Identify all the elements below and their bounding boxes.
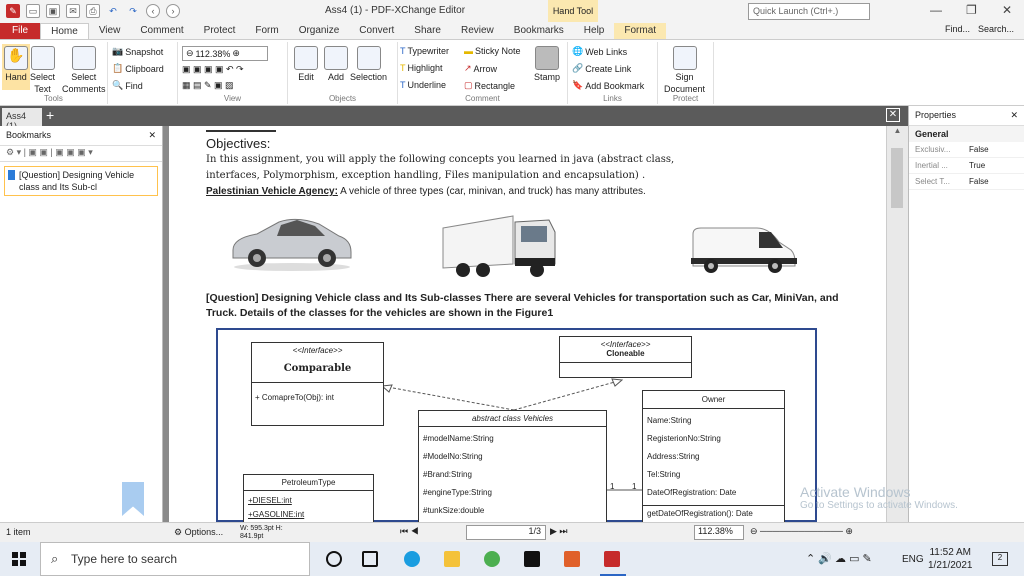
uml-vehicles: abstract class Vehicles #modelName:String #ModelNo:String #Brand:String #engineType:String #tunkSize:double [418, 410, 607, 522]
agency-text: A vehicle of three types (car, minivan, and truck) has many attributes. [337, 186, 646, 197]
bookmark-icon [8, 170, 15, 180]
uml-petroleum-type: PetroleumType +DIESEL:int +GASOLINE:int [243, 474, 374, 522]
back-icon[interactable]: ‹ [146, 4, 160, 18]
agency-line [206, 186, 646, 197]
tab-organize[interactable]: Organize [298, 25, 340, 36]
view-tools-row[interactable]: ▣ ▣ ▣ ▣ ↶ ↷ [182, 64, 244, 74]
sign-icon [673, 46, 697, 70]
taskbar [0, 542, 1024, 576]
search-icon: ⌕ [51, 551, 59, 566]
context-group-hand-tool: Hand Tool [548, 0, 598, 22]
select-text-button[interactable]: Select Text [30, 46, 55, 94]
open-icon[interactable]: ▭ [26, 4, 40, 18]
page-number-input[interactable]: 1/3 [466, 525, 546, 540]
create-link-button[interactable]: 🔗 Create Link [572, 63, 632, 74]
redo-icon[interactable]: ↷ [129, 5, 137, 16]
group-links: 🌐 Web Links 🔗 Create Link 🔖 Add Bookmark Links [568, 42, 658, 104]
zoom-slider[interactable]: ⊖ ───────────── ⊕ [750, 526, 853, 536]
sticky-note-button[interactable]: ▬ Sticky Note [464, 46, 521, 56]
group-objects: Edit Add Selection Objects [288, 42, 398, 104]
sign-document-button[interactable]: Sign Document [664, 46, 705, 94]
language-indicator[interactable]: ENG [902, 554, 924, 565]
chrome-icon[interactable] [484, 551, 500, 567]
selection-button[interactable]: Selection [350, 46, 387, 82]
scrollbar-thumb[interactable] [891, 148, 903, 208]
underline-button[interactable]: T Underline [400, 80, 447, 90]
objectives-heading: Objectives: [206, 136, 271, 151]
print-icon[interactable]: ⎙ [86, 4, 100, 18]
page-dimensions: W: 595.3pt H: 841.9pt [240, 525, 283, 540]
tab-format[interactable]: Format [614, 23, 666, 39]
property-row[interactable]: Select T... False [909, 174, 1024, 190]
app-grid-icon[interactable] [564, 551, 580, 567]
quick-launch-input[interactable]: Quick Launch (Ctrl+.) [748, 3, 870, 20]
edit-icon [294, 46, 318, 70]
uml-comparable: <<Interface>> Comparable + ComapreTo(Obj): int [251, 342, 384, 426]
close-document-button[interactable]: ✕ [886, 108, 900, 122]
jetbrains-icon[interactable] [524, 551, 540, 567]
uml-owner: Owner Name:String RegisterionNo:String Address:String Tel:String DateOfRegistration: Date getDateOfRegistration(): Date [642, 390, 785, 522]
van-image [689, 224, 799, 276]
cortana-icon[interactable] [326, 551, 342, 567]
agency-label: Palestinian Vehicle Agency: [206, 186, 338, 197]
edit-button[interactable]: Edit [294, 46, 318, 82]
arrow-button[interactable]: ↗ Arrow [464, 63, 498, 74]
stamp-icon [535, 46, 559, 70]
view-tools-row-2[interactable]: ▦ ▤ ✎ ▣ ▨ [182, 80, 234, 90]
properties-section[interactable]: General [909, 126, 1024, 142]
group-comment: T Typewriter ▬ Sticky Note T Highlight ↗ Arrow T Underline ▢ Rectangle Stamp Comment [398, 42, 568, 104]
ribbon-tabs [0, 22, 1024, 40]
document-tab[interactable]: Ass4 [2, 108, 42, 126]
selection-icon [357, 46, 381, 70]
typewriter-button[interactable]: T Typewriter [400, 46, 450, 56]
page-nav-last[interactable]: ▶ ⏭ [550, 526, 568, 536]
bookmarks-header: Bookmarks ✕ [0, 126, 162, 146]
tab-home[interactable]: Home [40, 23, 89, 39]
objectives-line-1: In this assignment, you will apply the following concepts you learned in java (abstract class, [206, 154, 675, 165]
group-view: ⊖ 112.38% ⊕ ▣ ▣ ▣ ▣ ↶ ↷ ▦ ▤ ✎ ▣ ▨ View [178, 42, 288, 104]
find-search-bar [945, 24, 1014, 34]
group-clipboard [108, 42, 178, 104]
document-page[interactable] [169, 126, 886, 522]
new-tab-button[interactable]: + [46, 107, 55, 123]
page-nav-first[interactable]: ⏮ ◀ [400, 526, 419, 536]
rectangle-button[interactable]: ▢ Rectangle [464, 80, 516, 91]
tab-comment[interactable]: Comment [140, 25, 184, 36]
truck-image [439, 210, 559, 278]
bookmarks-toolbar[interactable]: ⚙ ▾ | ▣ ▣ | ▣ ▣ ▣ ▾ [0, 146, 162, 162]
properties-header: Properties ✕ [909, 106, 1024, 126]
clock[interactable]: 11:52 AM 1/21/2021 [928, 547, 973, 571]
question-paragraph: [Question] Designing Vehicle class and Its Sub-classes There are several Vehicles for transportation such as Car, MiniVan, and Truck. Details of the classes for the vehicles are shown in the Figure1 [206, 292, 839, 319]
system-tray-icons[interactable]: ⌃ 🔊 ☁ ▭ ✎ [806, 553, 872, 565]
bookmark-item[interactable]: [Question] Designing Vehicle class and Its Sub-cl [4, 166, 158, 196]
search-button[interactable]: Search... [977, 24, 1014, 34]
tab-file[interactable]: File [0, 23, 40, 39]
tab-help[interactable]: Help [583, 25, 605, 36]
ribbon [0, 40, 1024, 106]
find-ribbon-button[interactable]: 🔍 Find [112, 80, 143, 91]
uml-cloneable: <<Interface>> Cloneable [559, 336, 692, 378]
web-links-button[interactable]: 🌐 Web Links [572, 46, 628, 57]
tab-form[interactable]: Form [255, 25, 279, 36]
group-protect: Sign Document Protect [658, 42, 714, 104]
select-text-icon [31, 46, 55, 70]
close-icon[interactable]: ✕ [1010, 110, 1018, 120]
close-icon[interactable]: ✕ [148, 130, 156, 140]
uml-multiplicity-right: 1 [632, 482, 637, 491]
add-button[interactable]: Add [324, 46, 348, 82]
stamp-button[interactable]: Stamp [534, 46, 560, 82]
pdf-xchange-taskbar-icon[interactable] [604, 551, 620, 567]
properties-pane [908, 106, 1024, 522]
title-bar [0, 0, 1024, 22]
close-window-button[interactable]: ✕ [1002, 3, 1013, 17]
add-bookmark-button[interactable]: 🔖 Add Bookmark [572, 80, 645, 91]
tab-view[interactable]: View [98, 25, 121, 36]
snapshot-button[interactable]: 📷 Snapshot [112, 46, 164, 57]
email-icon[interactable]: ✉ [66, 4, 80, 18]
hand-icon: ✋ [4, 46, 28, 70]
vertical-scrollbar[interactable]: ▲ [886, 126, 908, 522]
bookmarks-pane [0, 126, 163, 522]
task-view-icon[interactable] [362, 551, 378, 567]
tab-bookmarks[interactable]: Bookmarks [513, 25, 564, 36]
tab-protect[interactable]: Protect [203, 25, 236, 36]
select-comments-button[interactable]: Select Comments [62, 46, 106, 94]
edge-icon[interactable] [404, 551, 420, 567]
clipboard-button[interactable]: 📋 Clipboard [112, 63, 164, 74]
objectives-line-2: interfaces, Polymorphism, exception handling, Files manipulation and encapsulation) . [206, 170, 646, 181]
group-tools: ✋ Hand Select Text Select Comments Tools [0, 42, 108, 104]
tab-share[interactable]: Share [414, 25, 441, 36]
notification-center-icon[interactable]: 2 [992, 552, 1008, 566]
activate-windows-watermark: Activate Windows Go to Settings to activate Windows. [800, 484, 958, 511]
options-button[interactable]: ⚙ Options... [174, 527, 224, 537]
bookmark-count: 1 item [6, 527, 31, 537]
taskbar-search-input[interactable]: ⌕ Type here to search [40, 542, 310, 576]
uml-diagram [216, 328, 817, 522]
select-comments-icon [72, 46, 96, 70]
undo-icon[interactable]: ↶ [109, 5, 117, 16]
forward-icon[interactable]: › [166, 4, 180, 18]
file-explorer-icon[interactable] [444, 551, 460, 567]
highlight-button[interactable]: T Highlight [400, 63, 443, 73]
property-row[interactable]: Inertial ... True [909, 158, 1024, 174]
status-zoom-box[interactable]: 112.38% [694, 525, 744, 540]
tab-review[interactable]: Review [460, 25, 494, 36]
find-button[interactable]: Find... [944, 24, 970, 34]
restore-button[interactable]: ❐ [966, 3, 977, 17]
windows-start-icon[interactable] [12, 552, 26, 566]
save-icon[interactable]: ▣ [46, 4, 60, 18]
minimize-button[interactable]: — [930, 3, 942, 17]
car-image [227, 210, 357, 272]
add-icon [324, 46, 348, 70]
tab-convert[interactable]: Convert [359, 25, 395, 36]
hand-tool-button[interactable]: ✋ Hand [2, 44, 30, 90]
zoom-box[interactable]: ⊖ 112.38% ⊕ [182, 46, 268, 61]
page-rule [206, 130, 276, 132]
window-title: Ass4 (1) - PDF-XChange Editor [325, 5, 466, 16]
property-row[interactable]: Exclusiv... False [909, 142, 1024, 158]
uml-multiplicity-left: 1 [610, 482, 615, 491]
status-bar [0, 522, 1024, 542]
document-tab-strip [0, 106, 1024, 126]
app-icon: ✎ [6, 4, 20, 18]
